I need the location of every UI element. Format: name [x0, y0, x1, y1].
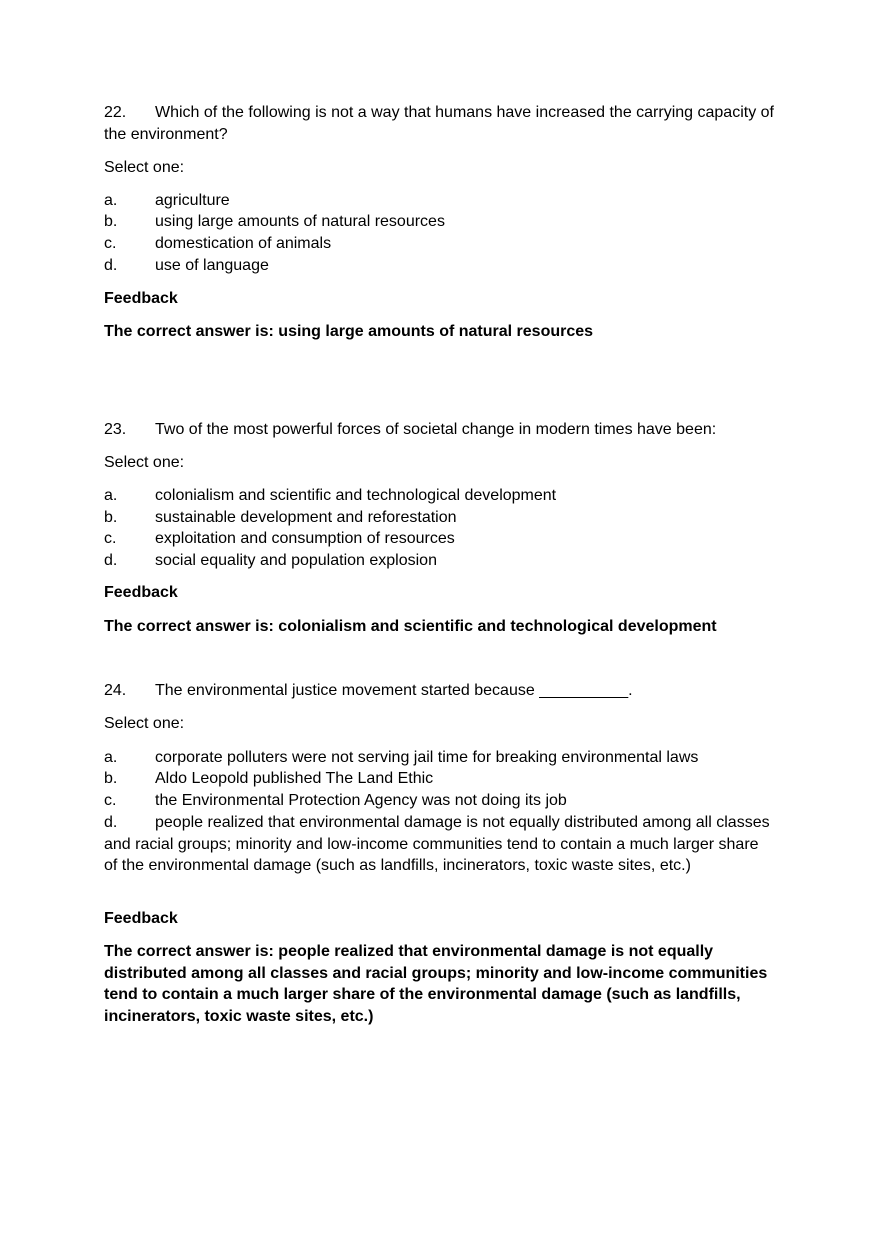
- feedback-heading: Feedback: [104, 584, 178, 601]
- option-letter: a.: [104, 192, 118, 209]
- select-one-label: Select one:: [104, 715, 185, 732]
- option-d: [104, 812, 776, 877]
- option-text: colonialism and scientific and technological development: [155, 487, 557, 504]
- question-stem: Two of the most powerful forces of societal change in modern times have been:: [155, 421, 717, 438]
- option-d: [104, 255, 776, 277]
- select-one-label: Select one:: [104, 454, 185, 471]
- question-number: 23.: [104, 421, 127, 438]
- question-number: 24.: [104, 682, 127, 699]
- option-text: social equality and population explosion: [155, 552, 437, 569]
- option-letter: d.: [104, 552, 118, 569]
- question-23-text: [104, 419, 776, 441]
- option-a: [104, 190, 776, 212]
- option-text: corporate polluters were not serving jail time for breaking environmental laws: [155, 749, 699, 766]
- feedback-heading: Feedback: [104, 290, 178, 307]
- option-b: [104, 211, 776, 233]
- question-number: 22.: [104, 104, 127, 121]
- option-c: [104, 790, 776, 812]
- option-a: [104, 485, 776, 507]
- option-c: [104, 528, 776, 550]
- option-b: [104, 768, 776, 790]
- option-letter: a.: [104, 749, 118, 766]
- option-text: use of language: [155, 257, 269, 274]
- option-c: [104, 233, 776, 255]
- option-letter: c.: [104, 235, 117, 252]
- option-letter: c.: [104, 530, 117, 547]
- option-letter: b.: [104, 770, 118, 787]
- option-text: domestication of animals: [155, 235, 332, 252]
- correct-answer: The correct answer is: colonialism and scientific and technological development: [104, 618, 717, 635]
- option-text: agriculture: [155, 192, 230, 209]
- correct-answer: The correct answer is: using large amounts of natural resources: [104, 323, 594, 340]
- option-text: the Environmental Protection Agency was not doing its job: [155, 792, 567, 809]
- option-letter: c.: [104, 792, 117, 809]
- option-letter: b.: [104, 509, 118, 526]
- select-one-label: Select one:: [104, 159, 185, 176]
- option-text: Aldo Leopold published The Land Ethic: [155, 770, 434, 787]
- option-letter: b.: [104, 213, 118, 230]
- option-text: people realized that environmental damage is not equally distributed among all classes and racial groups; minority and low-income communities tend to contain a much larger share of the environmental damage (such as landfills, incinerators, toxic waste sites, etc.): [104, 814, 770, 874]
- option-text: sustainable development and reforestation: [155, 509, 457, 526]
- question-stem: Which of the following is not a way that humans have increased the carrying capacity of the environment?: [104, 104, 774, 143]
- option-b: [104, 507, 776, 529]
- option-text: exploitation and consumption of resources: [155, 530, 455, 547]
- option-text: using large amounts of natural resources: [155, 213, 445, 230]
- option-d: [104, 550, 776, 572]
- correct-answer: The correct answer is: people realized that environmental damage is not equally distributed among all classes and racial groups; minority and low-income communities tend to contain a much larger share of the environmental damage (such as landfills, incinerators, toxic waste sites, etc.): [104, 943, 768, 1025]
- option-letter: d.: [104, 257, 118, 274]
- feedback-heading: Feedback: [104, 910, 178, 927]
- option-letter: d.: [104, 814, 118, 831]
- option-a: [104, 747, 776, 769]
- option-letter: a.: [104, 487, 118, 504]
- question-22-text: [104, 102, 776, 145]
- question-stem: The environmental justice movement started because __________.: [155, 682, 633, 699]
- question-24-text: [104, 680, 776, 702]
